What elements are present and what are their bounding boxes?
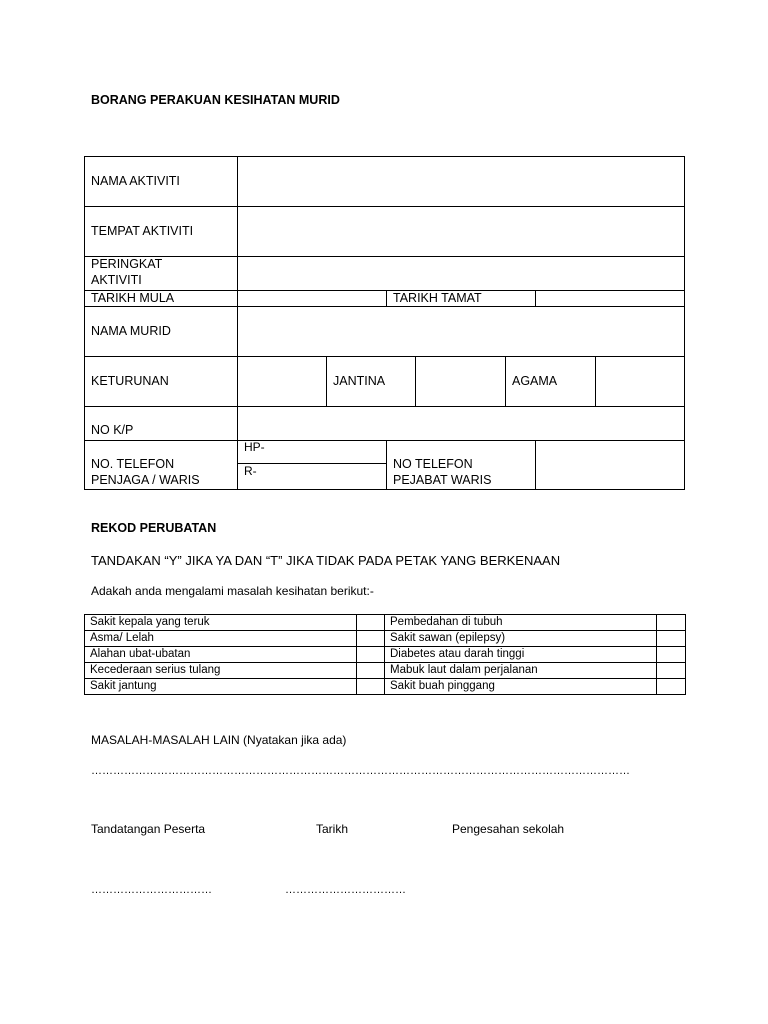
label-tarikh-mula: TARIKH MULA — [91, 291, 175, 305]
tempat-aktiviti-field[interactable] — [238, 207, 684, 256]
checkbox-cell[interactable] — [357, 631, 385, 647]
tarikh-label: Tarikh — [316, 822, 349, 836]
checkbox-cell[interactable] — [357, 647, 385, 663]
label-peringkat-2: AKTIVITI — [91, 273, 142, 287]
medical-table — [84, 614, 686, 695]
label-telefon-2: PENJAGA / WARIS — [91, 473, 200, 487]
agama-field[interactable] — [596, 357, 684, 406]
tarikh-mula-field[interactable] — [238, 291, 386, 306]
rekod-question: Adakah anda mengalami masalah kesihatan berikut:- — [91, 584, 374, 598]
condition-label: Asma/ Lelah — [85, 631, 357, 647]
label-nama-aktiviti: NAMA AKTIVITI — [91, 174, 180, 188]
condition-label: Sakit kepala yang teruk — [85, 615, 357, 631]
hp-field[interactable] — [265, 441, 385, 462]
label-keturunan: KETURUNAN — [91, 374, 169, 388]
label-no-kp: NO K/P — [91, 423, 134, 437]
condition-label: Sakit buah pinggang — [385, 679, 657, 695]
masalah-lain-label: MASALAH-MASALAH LAIN (Nyatakan jika ada) — [91, 733, 347, 747]
tarikh-tamat-field[interactable] — [536, 291, 684, 306]
tarikh-field[interactable]: …………………………… — [285, 884, 406, 896]
label-tempat-aktiviti: TEMPAT AKTIVITI — [91, 224, 194, 238]
keturunan-field[interactable] — [238, 357, 326, 406]
label-r: R- — [244, 464, 257, 478]
pejabat-waris-field[interactable] — [536, 441, 684, 489]
checkbox-cell[interactable] — [657, 631, 686, 647]
no-kp-field[interactable] — [238, 407, 684, 440]
rekod-instruction: TANDAKAN “Y” JIKA YA DAN “T” JIKA TIDAK PADA PETAK YANG BERKENAAN — [91, 553, 561, 568]
masalah-lain-field[interactable]: ………………………………………………………………………………………………………………………………… — [91, 765, 630, 777]
table-row — [85, 615, 686, 631]
peringkat-aktiviti-field[interactable] — [238, 257, 684, 290]
r-field[interactable] — [265, 464, 385, 488]
table-row — [85, 647, 686, 663]
label-agama: AGAMA — [512, 374, 558, 388]
checkbox-cell[interactable] — [657, 679, 686, 695]
table-row — [85, 663, 686, 679]
condition-label: Pembedahan di tubuh — [385, 615, 657, 631]
nama-aktiviti-field[interactable] — [238, 157, 684, 206]
nama-murid-field[interactable] — [238, 307, 684, 356]
tandatangan-field[interactable]: …………………………… — [91, 884, 212, 896]
label-tarikh-tamat: TARIKH TAMAT — [393, 291, 482, 305]
jantina-field[interactable] — [416, 357, 505, 406]
condition-label: Sakit sawan (epilepsy) — [385, 631, 657, 647]
condition-label: Kecederaan serius tulang — [85, 663, 357, 679]
label-peringkat-1: PERINGKAT — [91, 257, 163, 271]
checkbox-cell[interactable] — [657, 615, 686, 631]
label-pejabat-1: NO TELEFON — [393, 457, 473, 471]
table-row — [85, 631, 686, 647]
checkbox-cell[interactable] — [357, 679, 385, 695]
label-telefon-1: NO. TELEFON — [91, 457, 175, 471]
table-row — [85, 679, 686, 695]
rekod-heading: REKOD PERUBATAN — [91, 521, 217, 535]
checkbox-cell[interactable] — [657, 647, 686, 663]
tandatangan-label: Tandatangan Peserta — [91, 822, 206, 836]
pengesahan-label: Pengesahan sekolah — [452, 822, 565, 836]
condition-label: Diabetes atau darah tinggi — [385, 647, 657, 663]
condition-label: Mabuk laut dalam perjalanan — [385, 663, 657, 679]
checkbox-cell[interactable] — [657, 663, 686, 679]
label-nama-murid: NAMA MURID — [91, 324, 171, 338]
label-hp: HP- — [244, 440, 265, 454]
label-jantina: JANTINA — [333, 374, 386, 388]
checkbox-cell[interactable] — [357, 615, 385, 631]
checkbox-cell[interactable] — [357, 663, 385, 679]
label-pejabat-2: PEJABAT WARIS — [393, 473, 492, 487]
form-title: BORANG PERAKUAN KESIHATAN MURID — [91, 93, 340, 107]
condition-label: Sakit jantung — [85, 679, 357, 695]
condition-label: Alahan ubat-ubatan — [85, 647, 357, 663]
